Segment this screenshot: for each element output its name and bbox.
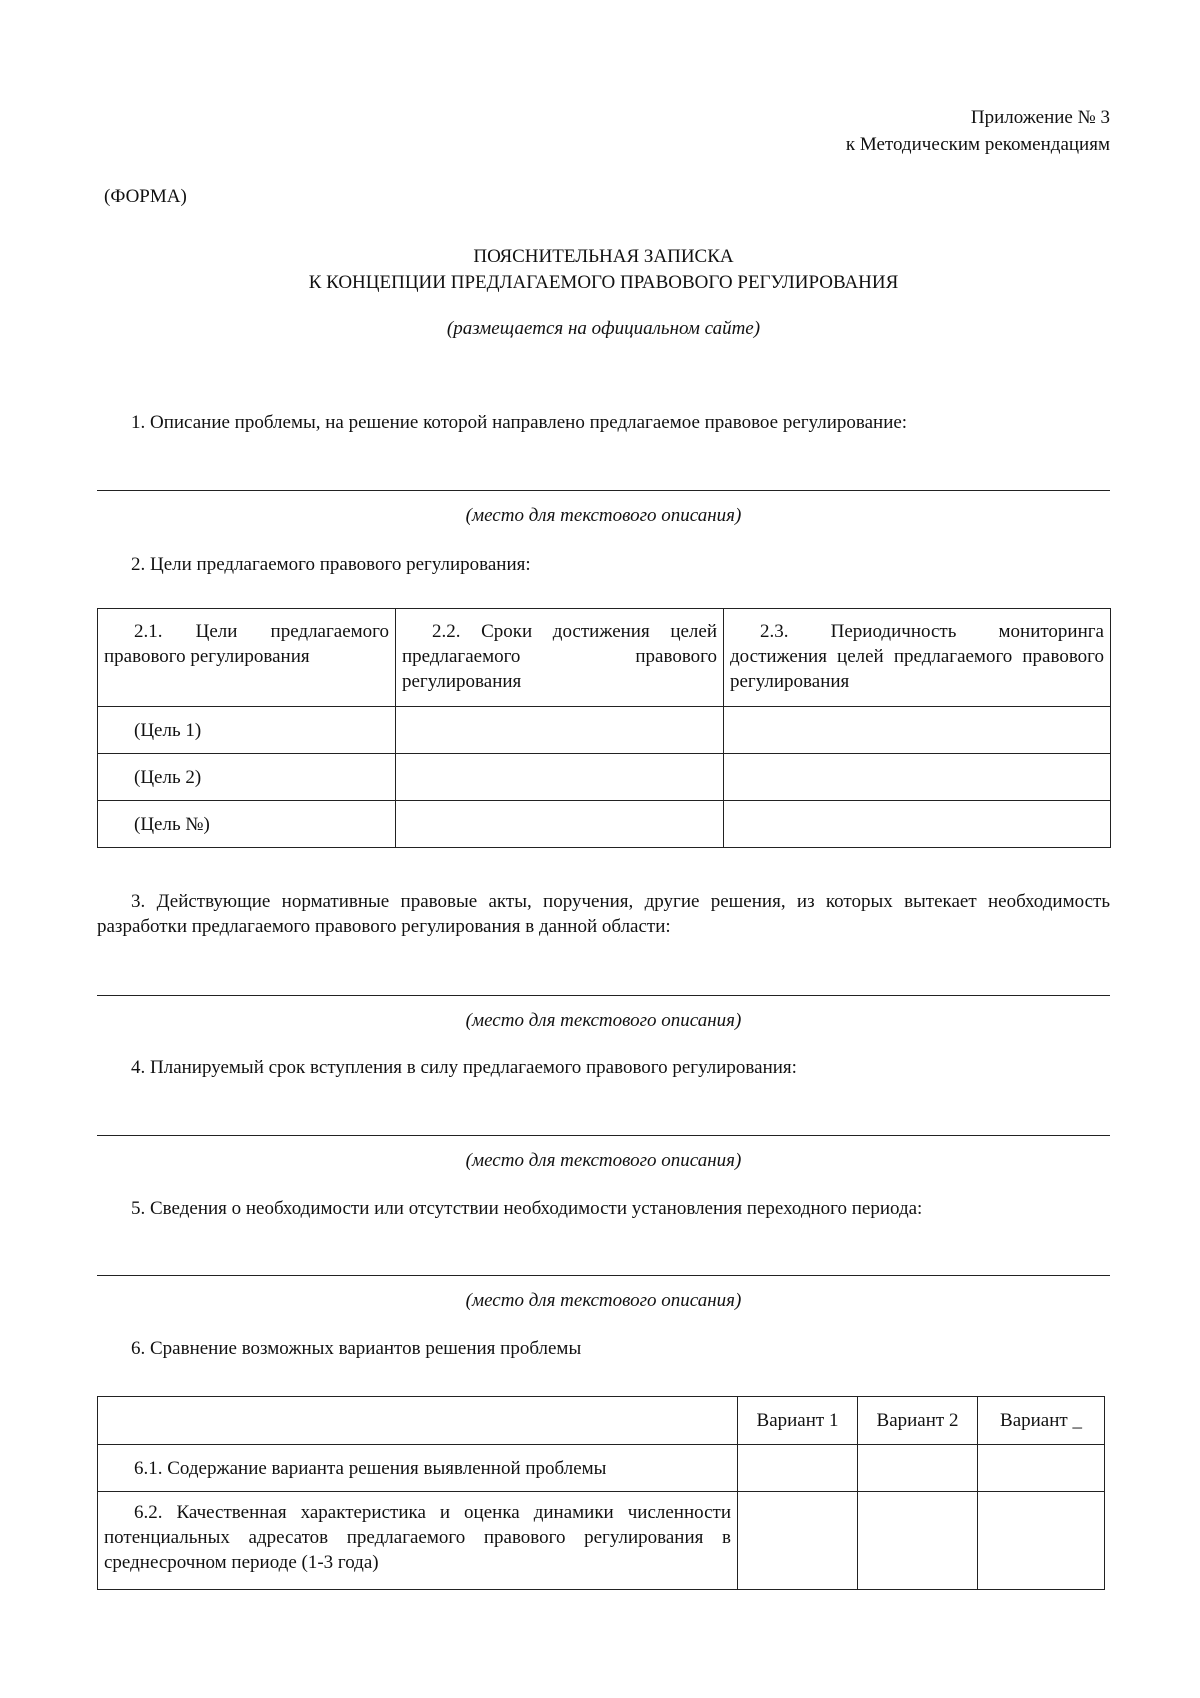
variant-1-dynamics-cell[interactable]	[738, 1492, 858, 1590]
variant-1-content-cell[interactable]	[738, 1445, 858, 1492]
section-4-heading: 4. Планируемый срок вступления в силу предлагаемого правового регулирования:	[131, 1057, 797, 1078]
goals-table-header-deadlines: 2.2. Сроки достижения целей предлагаемого правового регулирования	[396, 609, 724, 707]
goals-table-header-row	[98, 609, 1111, 707]
section-4-placeholder: (место для текстового описания)	[465, 1150, 742, 1171]
table-row	[98, 801, 1111, 848]
variant-n-dynamics-cell[interactable]	[978, 1492, 1105, 1590]
appendix-reference: к Методическим рекомендациям	[845, 134, 1110, 155]
variant-content-label: 6.1. Содержание варианта решения выявленной проблемы	[98, 1445, 738, 1492]
section-3-placeholder: (место для текстового описания)	[465, 1010, 742, 1031]
table-row	[98, 754, 1111, 801]
variant-2-dynamics-cell[interactable]	[858, 1492, 978, 1590]
variants-table-header-variant-1: Вариант 1	[738, 1397, 858, 1445]
goals-table-header-monitoring: 2.3. Периодичность мониторинга достижения целей предлагаемого правового регулирования	[724, 609, 1111, 707]
goal-n-label: (Цель №)	[98, 801, 396, 848]
document-title-line1: ПОЯСНИТЕЛЬНАЯ ЗАПИСКА	[473, 246, 734, 267]
goal-2-monitoring-cell[interactable]	[724, 754, 1111, 801]
goal-2-deadline-cell[interactable]	[396, 754, 724, 801]
document-subtitle: (размещается на официальном сайте)	[446, 318, 761, 339]
variant-2-content-cell[interactable]	[858, 1445, 978, 1492]
section-3-heading: 3. Действующие нормативные правовые акты, поручения, другие решения, из которых вытекает необходимость разработки предлагаемого правового регулирования в данной области:	[97, 891, 1110, 937]
variants-table	[97, 1396, 1105, 1590]
section-1-heading: 1. Описание проблемы, на решение которой направлено предлагаемое правовое регулирование:	[131, 412, 908, 433]
goal-n-monitoring-cell[interactable]	[724, 801, 1111, 848]
form-label: (ФОРМА)	[104, 186, 187, 207]
section-5-placeholder: (место для текстового описания)	[465, 1290, 742, 1311]
table-row	[98, 1492, 1105, 1590]
document-title-line2: К КОНЦЕПЦИИ ПРЕДЛАГАЕМОГО ПРАВОВОГО РЕГУЛИРОВАНИЯ	[308, 272, 899, 293]
goal-n-deadline-cell[interactable]	[396, 801, 724, 848]
goal-1-label: (Цель 1)	[98, 707, 396, 754]
section-4-input-line[interactable]	[97, 1135, 1110, 1136]
goals-table-header-goals: 2.1. Цели предлагаемого правового регулирования	[98, 609, 396, 707]
variants-table-header-blank	[98, 1397, 738, 1445]
table-row	[98, 1445, 1105, 1492]
variants-table-header-row	[98, 1397, 1105, 1445]
variant-dynamics-label: 6.2. Качественная характеристика и оценка динамики численности потенциальных адресатов предлагаемого правового регулирования в среднесрочном периоде (1-3 года)	[98, 1492, 738, 1590]
goals-table	[97, 608, 1111, 848]
section-5-input-line[interactable]	[97, 1275, 1110, 1276]
variants-table-header-variant-2: Вариант 2	[858, 1397, 978, 1445]
section-1-placeholder: (место для текстового описания)	[465, 505, 742, 526]
section-6-heading: 6. Сравнение возможных вариантов решения проблемы	[131, 1338, 582, 1359]
section-5-heading: 5. Сведения о необходимости или отсутствии необходимости установления переходного периода:	[131, 1198, 923, 1219]
goal-1-monitoring-cell[interactable]	[724, 707, 1111, 754]
variants-table-header-variant-n: Вариант _	[978, 1397, 1105, 1445]
section-3-input-line[interactable]	[97, 995, 1110, 996]
goal-1-deadline-cell[interactable]	[396, 707, 724, 754]
section-2-heading: 2. Цели предлагаемого правового регулирования:	[131, 554, 531, 575]
goal-2-label: (Цель 2)	[98, 754, 396, 801]
section-1-input-line[interactable]	[97, 490, 1110, 491]
table-row	[98, 707, 1111, 754]
appendix-number: Приложение № 3	[970, 107, 1110, 128]
variant-n-content-cell[interactable]	[978, 1445, 1105, 1492]
